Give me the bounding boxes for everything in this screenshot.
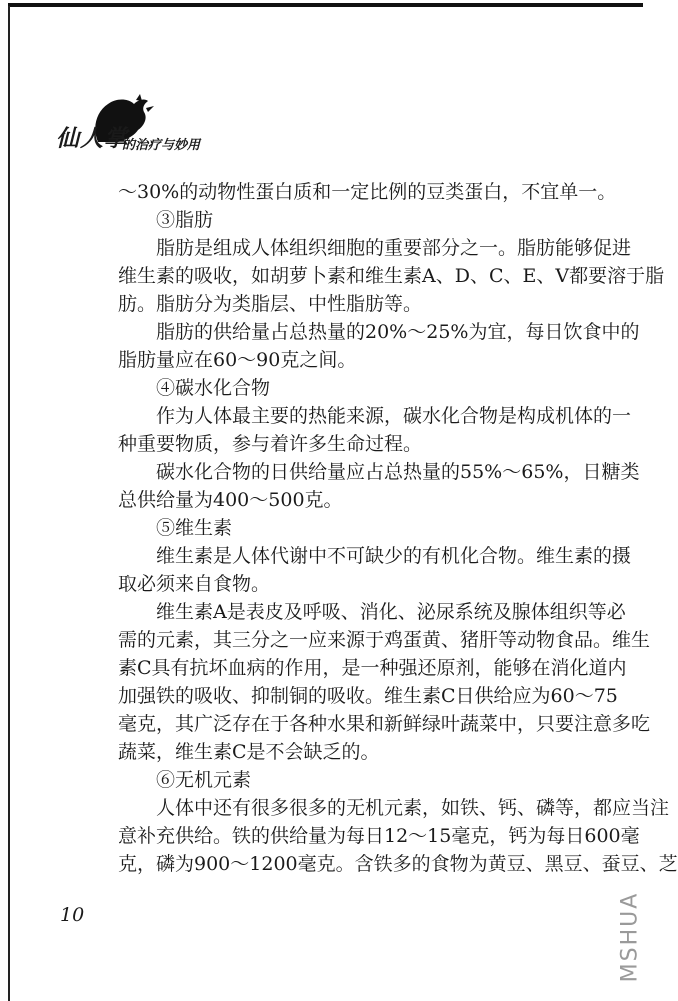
text-line: 种重要物质，参与着许多生命过程。: [118, 433, 423, 455]
text-line: 脂肪量应在60～90克之间。: [118, 349, 357, 371]
text-line: ～30%的动物性蛋白质和一定比例的豆类蛋白，不宜单一。: [118, 181, 617, 203]
text-line: 素C具有抗坏血病的作用，是一种强还原剂，能够在消化道内: [118, 657, 627, 679]
text-line: 毫克，其广泛存在于各种水果和新鲜绿叶蔬菜中，只要注意多吃: [118, 713, 651, 735]
text-line: 蔬菜，维生素C是不会缺乏的。: [118, 741, 380, 763]
section-heading-fat: ③脂肪: [156, 209, 214, 231]
text-line: 脂肪的供给量占总热量的20%～25%为宜，每日饮食中的: [156, 321, 640, 343]
text-line: 克，磷为900～1200毫克。含铁多的食物为黄豆、黑豆、蚕豆、芝: [118, 853, 678, 875]
left-border: [8, 6, 10, 1001]
page-number: 10: [60, 904, 85, 926]
text-line: 需的元素，其三分之一应来源于鸡蛋黄、猪肝等动物食品。维生: [118, 629, 651, 651]
text-line: 维生素是人体代谢中不可缺少的有机化合物。维生素的摄: [156, 545, 632, 567]
text-line: 取必须来自食物。: [118, 573, 271, 595]
section-heading-vitamin: ⑤维生素: [156, 517, 233, 539]
book-title: 仙人掌: [56, 125, 128, 152]
text-line: 维生素A是表皮及呼吸、消化、泌尿系统及腺体组织等必: [156, 601, 626, 623]
text-line: 脂肪是组成人体组织细胞的重要部分之一。脂肪能够促进: [156, 237, 632, 259]
watermark: [610, 882, 650, 992]
text-line: 人体中还有很多很多的无机元素，如铁、钙、磷等，都应当注: [156, 797, 670, 819]
section-heading-minerals: ⑥无机元素: [156, 769, 252, 791]
text-line: 意补充供给。铁的供给量为每日12～15毫克，钙为每日600毫: [118, 825, 640, 847]
top-rule: [8, 3, 643, 7]
header-logo: [52, 92, 242, 154]
watermark-text: MSHUA: [617, 891, 643, 983]
text-line: 总供给量为400～500克。: [118, 489, 343, 511]
text-line: 加强铁的吸收、抑制铜的吸收。维生素C日供给应为60～75: [118, 685, 618, 707]
body-text: [118, 178, 678, 878]
text-line: 维生素的吸收，如胡萝卜素和维生素A、D、C、E、V都要溶于脂: [118, 265, 665, 287]
book-subtitle: 的治疗与妙用: [122, 138, 201, 153]
text-line: 碳水化合物的日供给量应占总热量的55%～65%，日糖类: [156, 461, 640, 483]
section-heading-carbohydrate: ④碳水化合物: [156, 377, 271, 399]
text-line: 作为人体最主要的热能来源，碳水化合物是构成机体的一: [156, 405, 632, 427]
text-line: 肪。脂肪分为类脂层、中性脂肪等。: [118, 293, 423, 315]
